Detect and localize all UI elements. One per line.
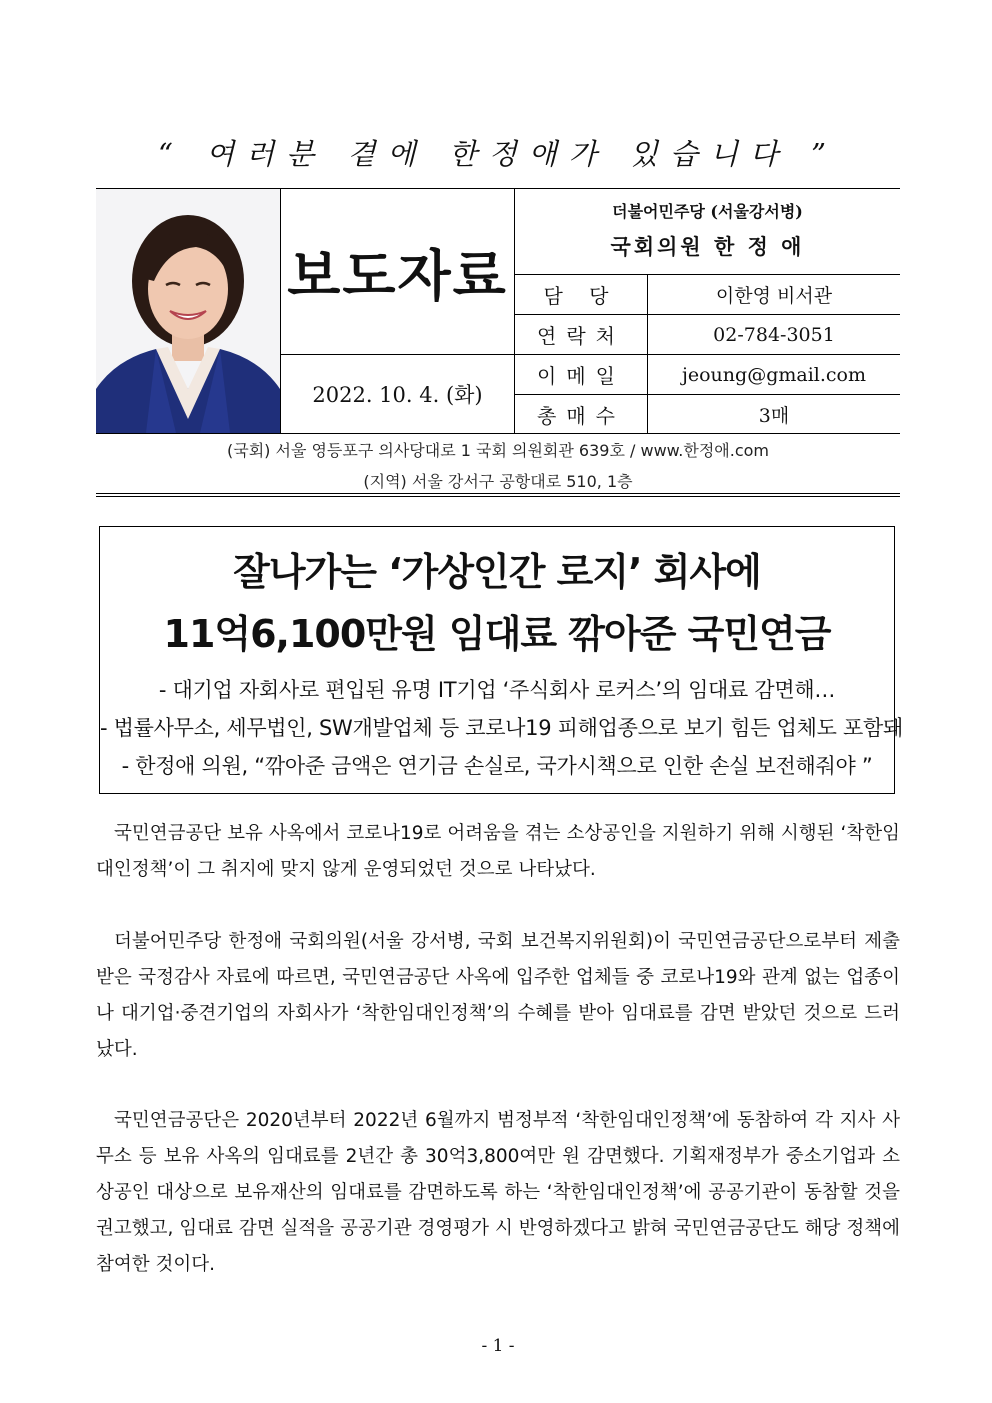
paragraph-text: 더불어민주당 한정애 국회의원(서울 강서병, 국회 보건복지위원회)이 국민연금공단으로부터 제출받은 국정감사 자료에 따르면, 국민연금공단 사옥에 입주한 업체들 중 코로나19와 관계 없는 업종이나 대기업·중견기업의 자회사가 ‘착한임대인정책’의 수혜를 받아 임대료를 감면 받았던 것으로 드러났다.	[96, 931, 900, 1060]
page-number: - 1 -	[481, 1336, 515, 1356]
address-local-office: (지역) 서울 강서구 공항대로 510, 1층	[363, 472, 633, 491]
headline-box	[99, 526, 903, 794]
member-name: 국회의원 한 정 애	[610, 234, 805, 259]
headline-title-1: 잘나가는 ‘가상인간 로지’ 회사에	[233, 550, 761, 594]
phone-label: 연락처	[537, 324, 625, 348]
contact-person: 이한영 비서관	[715, 285, 833, 307]
paragraph-text: 국민연금공단 보유 사옥에서 코로나19로 어려움을 겪는 소상공인을 지원하기 위해 시행된 ‘착한임대인정책’이 그 취지에 맞지 않게 운영되었던 것으로 나타났다.	[96, 823, 900, 880]
divider	[96, 493, 900, 494]
body-paragraph-2	[96, 924, 900, 1068]
party-affiliation: 더불어민주당 (서울강서병)	[612, 202, 803, 221]
member-portrait	[96, 189, 280, 433]
paragraph-text: 국민연금공단은 2020년부터 2022년 6월까지 범정부적 ‘착한임대인정책’에 동참하여 각 지사 사무소 등 보유 사옥의 임대료를 2년간 총 30억3,800여만 원 감면했다. 기획재정부가 중소기업과 소상공인 대상으로 보유재산의 임대료를 감면하도록 하는 ‘착한임대인정책’에 공공기관이 동참할 것을 권고했고, 임대료 감면 실적을 공공기관 경영평가 시 반영하겠다고 밝혀 국민연금공단도 해당 정책에 참여한 것이다.	[96, 1110, 900, 1275]
press-release-header	[96, 188, 900, 434]
contact-label: 담 당	[543, 284, 619, 308]
divider	[96, 496, 900, 497]
body-paragraph-1	[96, 816, 900, 888]
headline-sub-3: - 한정애 의원, “깎아준 금액은 연기금 손실로, 국가시책으로 인한 손실 보전해줘야 ”	[121, 754, 873, 778]
document-type-title: 보도자료	[287, 244, 508, 308]
release-date: 2022. 10. 4. (화)	[312, 383, 483, 407]
headline-sub-2: - 법률사무소, 세무법인, SW개발업체 등 코로나19 피해업종으로 보기 힘든 업체도 포함돼	[100, 716, 903, 740]
headline-sub-1: - 대기업 자회사로 편입된 유명 IT기업 ‘주식회사 로커스’의 임대료 감면해…	[158, 678, 836, 702]
page-count-label: 총매수	[537, 404, 625, 428]
email-address: jeoung@gmail.com	[681, 363, 866, 386]
email-label: 이메일	[537, 364, 625, 388]
address-national-assembly: (국회) 서울 영등포구 의사당대로 1 국회 의원회관 639호 / www.한정애.com	[227, 441, 769, 460]
phone-number: 02-784-3051	[713, 323, 835, 346]
slogan: “ 여러분 곁에 한정애가 있습니다 ”	[158, 137, 838, 171]
page-count: 3매	[758, 405, 790, 427]
body-paragraph-3	[96, 1103, 900, 1283]
headline-title-2: 11억6,100만원 임대료 깎아준 국민연금	[163, 612, 831, 656]
